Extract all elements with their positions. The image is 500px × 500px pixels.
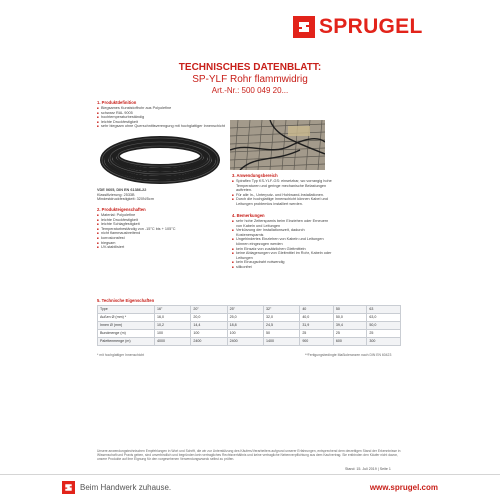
list-item: ■ keine Ablagerungen von Gleitmittel im Rohr, Kabeln oder Leitungen [232, 251, 332, 260]
norm-classification: Klassifizierung: 2533B [97, 192, 135, 197]
list-item: ■ leichte Druckfestigkeit [97, 218, 225, 223]
table-cell: 2400 [191, 338, 227, 346]
table-header-cell: 25" [227, 306, 263, 314]
table-header-cell: 50 [333, 306, 367, 314]
application-heading: 3. Anwendungsbereich [232, 173, 278, 178]
article-number: Art.-Nr.: 500 049 20... [211, 86, 289, 95]
table-header-cell: 63 [367, 306, 401, 314]
table-row [98, 314, 401, 322]
list-item: ■ korrosionsfest [97, 236, 225, 241]
table-row [98, 322, 401, 330]
legal-disclaimer: Unsere anwendungstechnischen Empfehlungen in Wort und Schrift, die wir zur Unterstützung des Käufers/Verarbeiters aufgrund unserer Erfahrungen, entsprechend dem derzeitigen Stand der Erkenntnisse in Wissenschaft und Praxis geben, sind unverbindlich und begründen kein vertragliches Rechtsverhältnis und keine vertragliche Nebenverpflichtung aus dem Kaufvertrag. Sie entbinden den Käufer nicht davon, unsere Produkte auf ihre Eignung für den vorgesehenen Verwendungszweck selbst zu prüfen. [97, 449, 401, 462]
table-header-cell: 32" [263, 306, 299, 314]
list-item: ■ hochtemperaturbeständig [97, 115, 225, 120]
list-item: ■ leichte Schlagfestigkeit [97, 222, 225, 227]
table-cell: 100 [227, 330, 263, 338]
table-cell: 25,0 [227, 314, 263, 322]
remarks-list [232, 219, 332, 270]
table-header-cell: 16" [155, 306, 191, 314]
list-item: ■ schwarz RAL 9005 [97, 111, 225, 116]
table-cell: 50,0 [333, 314, 367, 322]
table-header-cell: 40 [300, 306, 334, 314]
list-item: ■ Temperaturbeständig von -15°C bis + 105°C [97, 227, 225, 232]
norm-compression: Mindestdruckfestigkeit: 320N/5cm [97, 197, 154, 202]
table-cell: 2400 [227, 338, 263, 346]
list-item: ■ silikonfrei [232, 265, 332, 270]
remarks-heading: 4. Bemerkungen [232, 213, 265, 218]
table-cell: 20,0 [191, 314, 227, 322]
table-header-cell: 20" [191, 306, 227, 314]
table-cell: 32,0 [263, 314, 299, 322]
table-cell: 63,0 [367, 314, 401, 322]
table-header-row [98, 306, 401, 314]
table-row-label: Außen Ø (mm) * [98, 314, 155, 322]
table-cell: 39,4 [333, 322, 367, 330]
list-item: ■ Spiraflex Typ KS-YLF-GS: einsetzbar, wo vorrangig hohe Temperaturen und geringe mechanische Belastungen auftreten. [232, 179, 332, 193]
table-cell: 18,8 [227, 322, 263, 330]
document-date: Stand: 15. Juli 2019 | Seite 1 [345, 467, 391, 471]
table-row-label: Bundmenge (m) [98, 330, 155, 338]
table-cell: 1400 [263, 338, 299, 346]
table-row-label: Innen Ø (mm) [98, 322, 155, 330]
list-item: ■ sehr biegsam ohne Querschnittsverengung mit hochglattiger Innenschicht [97, 124, 225, 129]
properties-heading: 2. Produkteigenschaften [97, 207, 146, 212]
application-list [232, 179, 332, 207]
footnote-inner-layer: * mit hochglattiger Innenschicht [97, 353, 145, 357]
table-cell: 24,5 [263, 322, 299, 330]
table-row [98, 338, 401, 346]
table-cell: 50 [263, 330, 299, 338]
table-cell: 31,9 [300, 322, 334, 330]
table-cell: 40,0 [300, 314, 334, 322]
footnote-tolerances: **Fertigungsbedingte Maßtoleranzen nach DIN EN 60423 [305, 353, 392, 357]
list-item: ■ Material: Polyolefine [97, 213, 225, 218]
list-item: ■ biegsam [97, 241, 225, 246]
product-definition-list [97, 106, 225, 129]
document-title: TECHNISCHES DATENBLATT: [178, 62, 322, 73]
footer-slogan: Beim Handwerk zuhause. [80, 483, 172, 492]
tech-table [97, 305, 401, 346]
document-header [0, 62, 500, 96]
sprugel-s-mark-icon [293, 16, 315, 38]
norms-block [97, 188, 154, 202]
table-cell: 50,0 [367, 322, 401, 330]
list-item: ■ Ungehindertes Einziehen von Kabeln und Leitungen können eingezogen werden [232, 237, 332, 246]
table-row [98, 330, 401, 338]
brand-logo [293, 16, 423, 38]
table-header-cell: Type [98, 306, 155, 314]
sprugel-s-mark-icon [62, 481, 75, 494]
hose-coil-image [97, 130, 223, 186]
table-cell: 25 [300, 330, 334, 338]
norm-standard: VDE 0605, DIN EN 61386-22 [97, 188, 147, 192]
table-row-label: Palettenmenge (m) [98, 338, 155, 346]
page-footer [0, 475, 500, 500]
table-cell: 14,4 [191, 322, 227, 330]
brand-name: SPRUGEL [319, 15, 423, 38]
list-item: ■ kein Einzugsdraht notwendig [232, 260, 332, 265]
table-cell: 25 [333, 330, 367, 338]
footer-website-link[interactable]: www.sprugel.com [369, 483, 438, 492]
list-item: ■ leichte Druckfestigkeit [97, 120, 225, 125]
document-subtitle: SP-YLF Rohr flammwidrig [192, 74, 308, 85]
list-item: ■ Verkürzung der Installationszeit, dadurch Kostenersparnis [232, 228, 332, 237]
properties-list [97, 213, 225, 250]
list-item: ■ UV-stabilisiert [97, 245, 225, 250]
list-item: ■ sehr hohe Zeitersparnis beim Einziehen oder Erneuern von Kabeln und Leitungen [232, 219, 332, 228]
table-cell: 25 [367, 330, 401, 338]
table-cell: 10,2 [155, 322, 191, 330]
list-item: ■ kein Einsatz von zusätzlichen Gleitmitteln [232, 247, 332, 252]
list-item: ■ Durch die hochglattige Innenschicht können Kabel und Leitungen problemlos installiert werden. [232, 197, 332, 206]
table-cell: 100 [191, 330, 227, 338]
table-cell: 900 [300, 338, 334, 346]
table-cell: 100 [155, 330, 191, 338]
table-cell: 300 [367, 338, 401, 346]
table-cell: 600 [333, 338, 367, 346]
table-cell: 16,0 [155, 314, 191, 322]
list-item: ■ Für alle In-, Unterputz- und Hohlwand-Installationen. [232, 193, 332, 198]
construction-site-photo [230, 120, 325, 170]
list-item: ■ nicht flammausbreitend [97, 231, 225, 236]
table-cell: 4000 [155, 338, 191, 346]
list-item: ■ Biegsames Kunststoffrohr aus Polyolefine [97, 106, 225, 111]
tech-heading: 5. Technische Eigenschaften [97, 298, 155, 303]
product-definition-heading: 1. Produktdefinition [97, 100, 137, 105]
